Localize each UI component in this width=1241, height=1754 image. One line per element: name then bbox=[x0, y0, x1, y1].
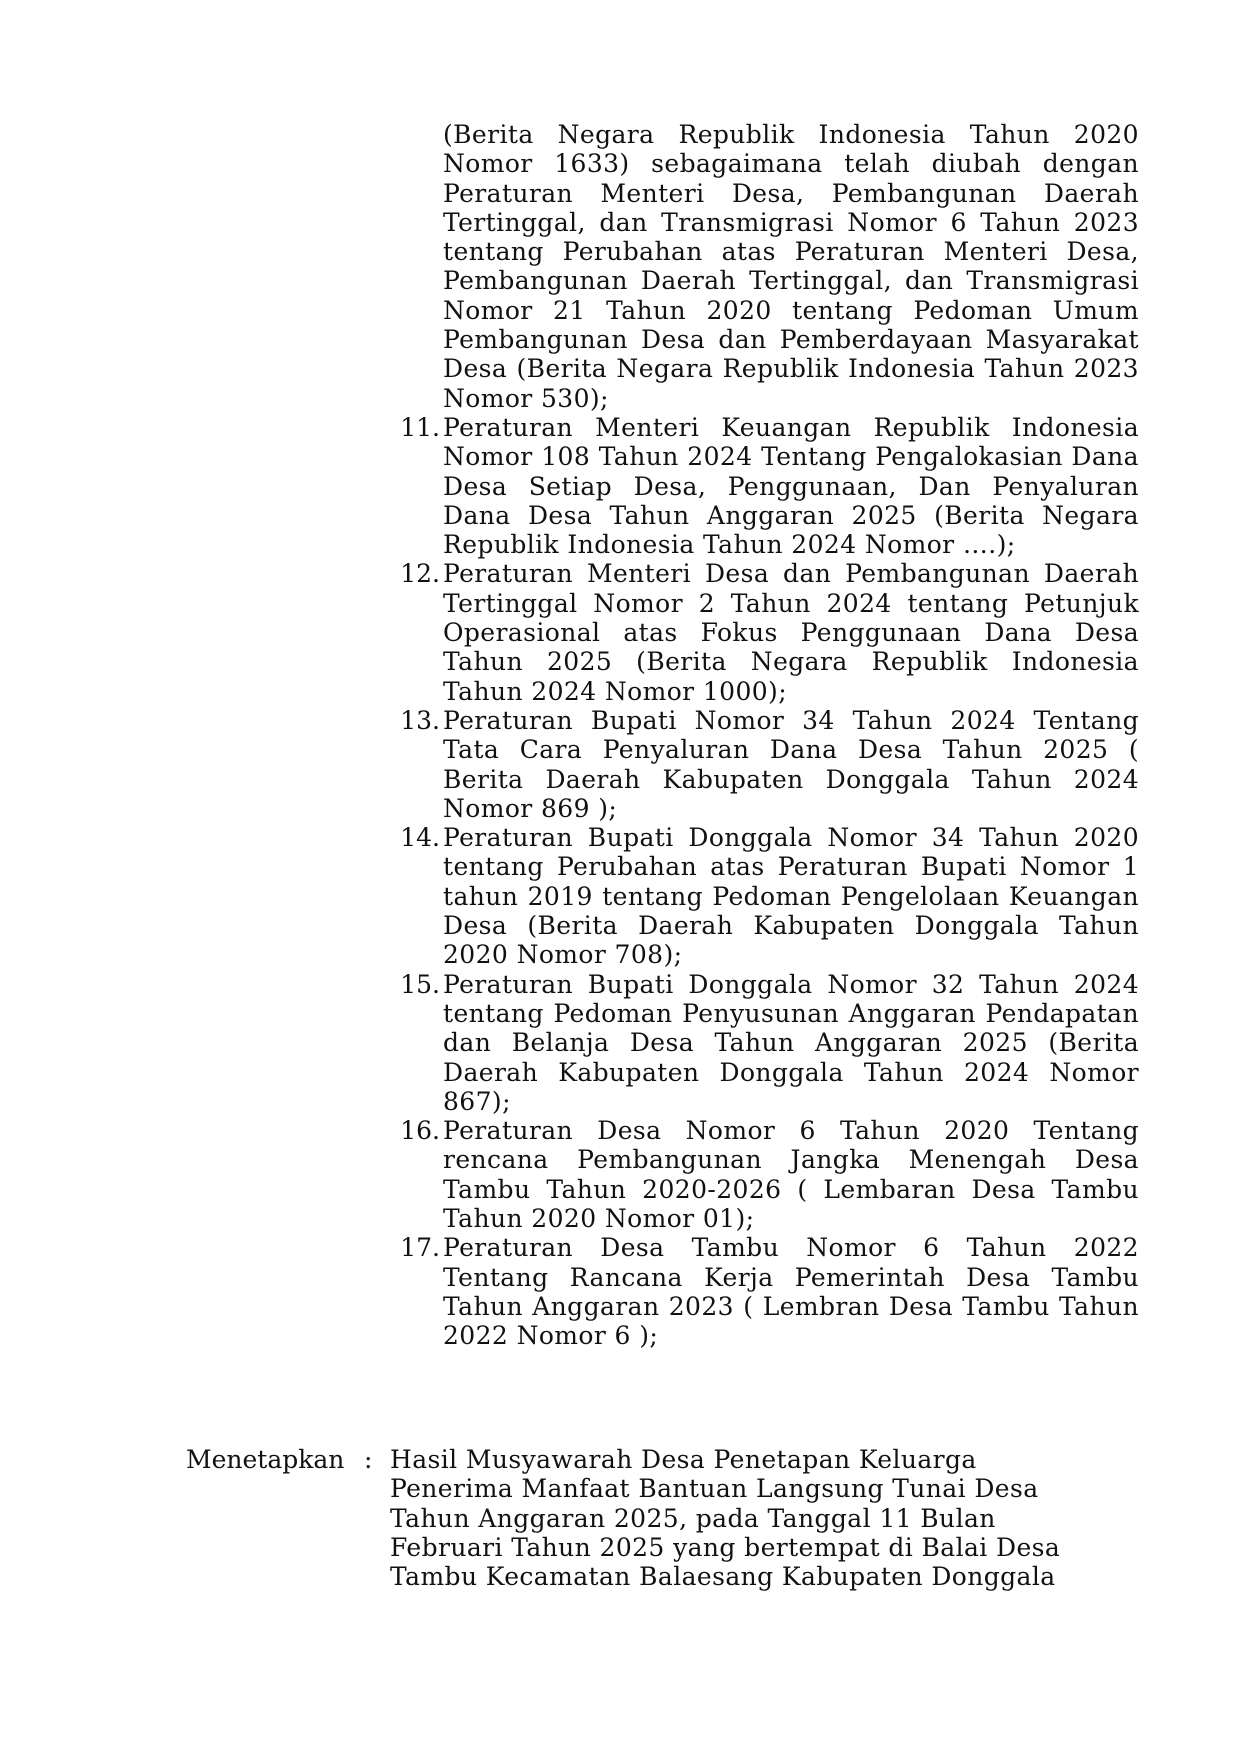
item-number: 16. bbox=[400, 1116, 440, 1146]
menetapkan-line: Hasil Musyawarah Desa Penetapan Keluarga bbox=[390, 1445, 977, 1474]
list-item bbox=[384, 120, 1139, 413]
item-text: Peraturan Desa Nomor 6 Tahun 2020 Tentang rencana Pembangunan Jangka Menengah Desa Tambu Tahun 2020-2026 ( Lembaran Desa Tambu Tahun 2020 Nomor 01); bbox=[443, 1116, 1139, 1233]
item-text: Peraturan Menteri Desa dan Pembangunan Daerah Tertinggal Nomor 2 Tahun 2024 tentang Petunjuk Operasional atas Fokus Penggunaan Dana Desa Tahun 2025 (Berita Negara Republik Indonesia Tahun 2024 Nomor 1000); bbox=[443, 559, 1139, 706]
list-item bbox=[384, 413, 1139, 559]
menetapkan-section bbox=[186, 1445, 1146, 1591]
menetapkan-line: Tambu Kecamatan Balaesang Kabupaten Donggala bbox=[390, 1562, 1056, 1592]
menetapkan-text bbox=[390, 1445, 1130, 1591]
item-text: (Berita Negara Republik Indonesia Tahun 2020 Nomor 1633) sebagaimana telah diubah dengan Peraturan Menteri Desa, Pembangunan Daerah Tertinggal, dan Transmigrasi Nomor 6 Tahun 2023 tentang Perubahan atas Peraturan Menteri Desa, Pembangunan Daerah Tertinggal, dan Transmigrasi Nomor 21 Tahun 2020 tentang Pedoman Umum Pembangunan Desa dan Pemberdayaan Masyarakat Desa (Berita Negara Republik Indonesia Tahun 2023 Nomor 530); bbox=[443, 120, 1139, 413]
item-number: 12. bbox=[400, 559, 440, 589]
list-item bbox=[384, 970, 1139, 1116]
menetapkan-line: Februari Tahun 2025 yang bertempat di Balai Desa bbox=[390, 1532, 1061, 1562]
item-number: 13. bbox=[400, 705, 440, 735]
item-text: Peraturan Bupati Donggala Nomor 32 Tahun 2024 tentang Pedoman Penyusunan Anggaran Pendapatan dan Belanja Desa Tahun Anggaran 2025 (Berita Daerah Kabupaten Donggala Tahun 2024 Nomor 867); bbox=[443, 969, 1139, 1116]
menetapkan-line: Tahun Anggaran 2025, pada Tanggal 11 Bulan bbox=[390, 1503, 996, 1533]
item-number: 17. bbox=[400, 1233, 440, 1263]
item-text: Peraturan Bupati Donggala Nomor 34 Tahun 2020 tentang Perubahan atas Peraturan Bupati Nomor 1 tahun 2019 tentang Pedoman Pengelolaan Keuangan Desa (Berita Daerah Kabupaten Donggala Tahun 2020 Nomor 708); bbox=[443, 823, 1139, 970]
item-number: 15. bbox=[400, 969, 440, 999]
list-item bbox=[384, 706, 1139, 823]
menetapkan-colon: : bbox=[364, 1445, 373, 1474]
item-number: 14. bbox=[400, 823, 440, 853]
menetapkan-line: Penerima Manfaat Bantuan Langsung Tunai Desa bbox=[390, 1474, 1039, 1504]
item-text: Peraturan Bupati Nomor 34 Tahun 2024 Tentang Tata Cara Penyaluran Dana Desa Tahun 2025 ( Berita Daerah Kabupaten Donggala Tahun 2024 Nomor 869 ); bbox=[443, 705, 1139, 823]
list-item bbox=[384, 823, 1139, 969]
list-item bbox=[384, 1116, 1139, 1233]
list-item bbox=[384, 1233, 1139, 1350]
menetapkan-label: Menetapkan bbox=[186, 1445, 345, 1474]
item-text: Peraturan Desa Tambu Nomor 6 Tahun 2022 Tentang Rancana Kerja Pemerintah Desa Tambu Tahun Anggaran 2023 ( Lembran Desa Tambu Tahun 2022 Nomor 6 ); bbox=[443, 1233, 1139, 1351]
item-number: 11. bbox=[400, 412, 440, 442]
list-item bbox=[384, 559, 1139, 705]
regulation-list bbox=[384, 120, 1139, 1350]
item-text: Peraturan Menteri Keuangan Republik Indonesia Nomor 108 Tahun 2024 Tentang Pengalokasian Dana Desa Setiap Desa, Penggunaan, Dan Penyaluran Dana Desa Tahun Anggaran 2025 (Berita Negara Republik Indonesia Tahun 2024 Nomor ….); bbox=[443, 412, 1139, 560]
